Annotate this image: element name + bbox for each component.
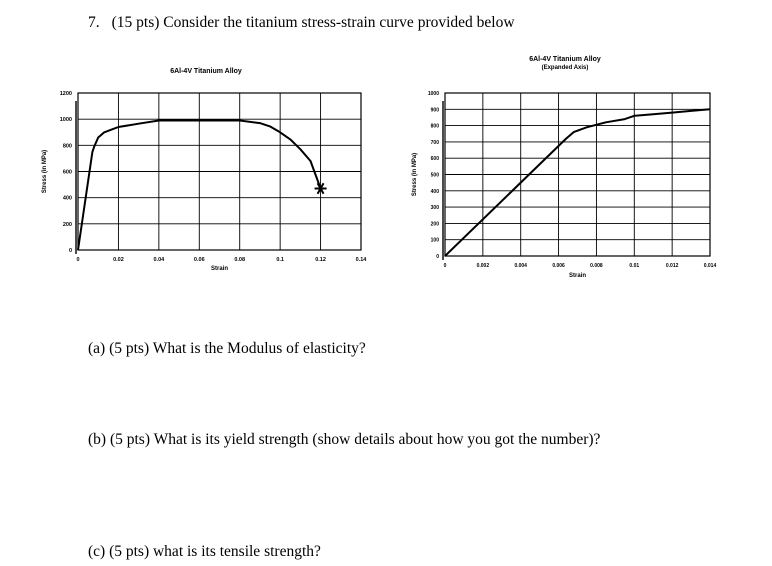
chart2-y-tick-label: 700 bbox=[430, 139, 439, 146]
chart1-y-tick-label: 800 bbox=[62, 143, 72, 150]
chart2-y-tick-label: 0 bbox=[436, 254, 439, 260]
chart2-y-tick-label: 600 bbox=[430, 156, 439, 163]
chart1-title: 6Al-4V Titanium Alloy bbox=[170, 68, 242, 75]
chart2-y-tick-label: 100 bbox=[430, 237, 439, 244]
chart1-x-axis-label: Strain bbox=[210, 266, 229, 272]
expanded-stress-strain-chart bbox=[390, 50, 770, 340]
chart2-x-tick-label: 0.01 bbox=[629, 263, 640, 269]
chart1-y-axis-label: Stress (in MPa) bbox=[42, 149, 48, 194]
chart1-x-tick-label: 0.12 bbox=[315, 257, 326, 263]
chart1-x-tick-label: 0.06 bbox=[193, 257, 205, 263]
stress-strain-chart bbox=[0, 50, 400, 340]
chart1-y-tick-label: 200 bbox=[62, 221, 72, 228]
chart2-x-tick-label: 0.004 bbox=[514, 263, 527, 269]
chart1-x-tick-label: 0.1 bbox=[276, 257, 284, 263]
chart2-title: 6Al-4V Titanium Alloy bbox=[529, 56, 601, 63]
chart2-x-tick-label: 0.008 bbox=[590, 263, 603, 269]
chart2-y-tick-label: 900 bbox=[430, 107, 439, 114]
chart1-x-tick-label: 0 bbox=[76, 257, 80, 263]
chart2-y-tick-label: 800 bbox=[430, 123, 439, 130]
chart2-y-tick-label: 200 bbox=[430, 221, 439, 228]
chart1-y-tick-label: 1000 bbox=[59, 117, 72, 124]
chart2-x-axis-label: Strain bbox=[568, 273, 587, 279]
chart2-x-tick-label: 0.002 bbox=[476, 263, 490, 269]
chart1-y-tick-label: 400 bbox=[62, 195, 72, 202]
question-text: (15 pts) Consider the titanium stress-strain curve provided below bbox=[111, 14, 515, 31]
chart2-y-axis-label: Stress (in MPa) bbox=[412, 152, 418, 197]
chart2-y-tick-label: 500 bbox=[430, 172, 439, 179]
part-b-question: (b) (5 pts) What is its yield strength (show details about how you got the number)? bbox=[88, 431, 601, 448]
chart2-subtitle: (Expanded Axis) bbox=[541, 65, 589, 71]
chart1-y-tick-label: 600 bbox=[62, 169, 72, 176]
chart1-x-tick-label: 0.04 bbox=[153, 257, 165, 263]
chart2-y-tick-label: 1000 bbox=[427, 91, 439, 97]
chart2-x-tick-label: 0.012 bbox=[665, 263, 679, 269]
chart2-y-tick-label: 300 bbox=[430, 205, 439, 212]
chart1-y-tick-label: 1200 bbox=[59, 91, 72, 97]
chart2-x-tick-label: 0.006 bbox=[552, 263, 565, 269]
part-a-question: (a) (5 pts) What is the Modulus of elasticity? bbox=[88, 340, 366, 357]
chart2-series-line bbox=[445, 109, 710, 256]
chart2-x-tick-label: 0 bbox=[443, 263, 447, 269]
question-number: 7. bbox=[88, 14, 100, 31]
chart1-x-tick-label: 0.14 bbox=[355, 257, 367, 263]
chart2-y-tick-label: 400 bbox=[430, 188, 439, 195]
question-heading bbox=[88, 14, 515, 32]
chart1-x-tick-label: 0.02 bbox=[113, 257, 124, 263]
chart1-x-tick-label: 0.08 bbox=[234, 257, 246, 263]
chart1-y-tick-label: 0 bbox=[68, 248, 72, 254]
chart2-x-tick-label: 0.014 bbox=[703, 263, 717, 269]
part-c-question: (c) (5 pts) what is its tensile strength? bbox=[88, 543, 321, 560]
